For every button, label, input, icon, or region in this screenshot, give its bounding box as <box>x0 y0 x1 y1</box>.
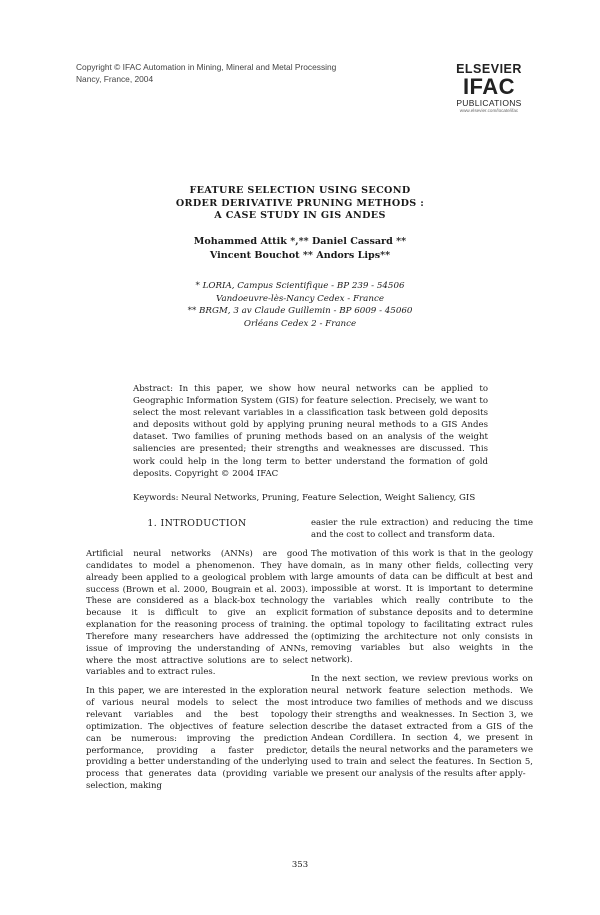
affiliation-line-4: Orléans Cedex 2 - France <box>243 318 357 329</box>
copyright-line-2: Nancy, France, 2004 <box>76 73 154 84</box>
copyright-notice <box>76 62 386 85</box>
ifac-wordmark: IFAC <box>462 74 516 99</box>
title-line-2: ORDER DERIVATIVE PRUNING METHODS : <box>175 197 425 209</box>
section-heading-introduction: 1. INTRODUCTION <box>147 518 247 529</box>
paragraph: easier the rule extraction) and reducing the time and the cost to collect and transform data. <box>311 518 533 540</box>
publisher-logo <box>446 62 532 114</box>
keywords: Keywords: Neural Networks, Pruning, Feature Selection, Weight Saliency, GIS <box>133 493 476 503</box>
title-line-1: FEATURE SELECTION USING SECOND <box>189 185 411 196</box>
authors-line-2: Vincent Bouchot ** Andors Lips** <box>209 249 391 261</box>
affiliation-line-1: * LORIA, Campus Scientifique - BP 239 - 54506 <box>195 281 405 291</box>
left-column <box>86 518 308 800</box>
affiliation-line-3: ** BRGM, 3 av Claude Guillemin - BP 6009 - 45060 <box>187 306 413 317</box>
affiliations <box>150 280 450 330</box>
paragraph: Artificial neural networks (ANNs) are good candidates to model a phenomenon. They have already been applied to a geological problem with success (Brown et al. 2000, Bougrain et al. 2003). These are considered as a black-box technology because it is difficult to give an explicit explanation for the reasoning process of training. Therefore many researchers have addressed the issue of improving the understanding of ANNs, where the most attractive solutions are to select variables and to extract rules. <box>86 549 308 678</box>
paragraph: The motivation of this work is that in the geology domain, as in many other fields, collecting very large amounts of data can be difficult at best and impossible at worst. It is important to determine the variables which really contribute to the formation of substance deposits and to determine the optimal topology to facilitating extract rules (optimizing the architecture not only consists in removing variables but also weights in the network). <box>311 548 533 666</box>
author-list <box>100 235 500 262</box>
title-line-3: A CASE STUDY IN GIS ANDES <box>214 210 386 222</box>
copyright-line-1: Copyright © IFAC Automation in Mining, Mineral and Metal Processing <box>76 62 337 72</box>
publications-label: PUBLICATIONS <box>456 98 522 108</box>
paper-title <box>100 185 500 223</box>
affiliation-line-2: Vandoeuvre-lès-Nancy Cedex - France <box>216 293 384 304</box>
paragraph: In this paper, we are interested in the exploration of various neural models to select the most relevant variables and the best topology optimization. The objectives of feature selection can be numerous: improving the prediction performance, providing a faster predictor, providing a better understanding of the underlying process that generates data (providing variable selection, making <box>86 686 308 792</box>
page-number: 353 <box>291 860 309 870</box>
right-column <box>311 518 533 788</box>
abstract: Abstract: In this paper, we show how neural networks can be applied to Geographic Information System (GIS) for feature selection. Precisely, we want to select the most relevant variables in a classification task between gold deposits and deposits without gold by applying pruning neural methods to a GIS Andes dataset. Two families of pruning methods based on an analysis of the weight saliencies are presented; their strengths and weaknesses are discussed. This work could help in the long term to better understand the formation of gold deposits. Copyright © 2004 IFAC <box>133 384 488 479</box>
paragraph: In the next section, we review previous works on neural network feature selection methods. We introduce two families of methods and we discuss their strengths and weaknesses. In Section 3, we describe the dataset extracted from a GIS of the Andean Cordillera. In section 4, we present in details the neural networks and the parameters we used to train and select the features. In Section 5, we present our analysis of the results after apply- <box>311 674 533 779</box>
elsevier-wordmark: ELSEVIER <box>456 62 522 76</box>
authors-line-1: Mohammed Attik *,** Daniel Cassard ** <box>193 236 407 247</box>
publisher-website: www.elsevier.com/locate/ifac <box>459 108 519 113</box>
